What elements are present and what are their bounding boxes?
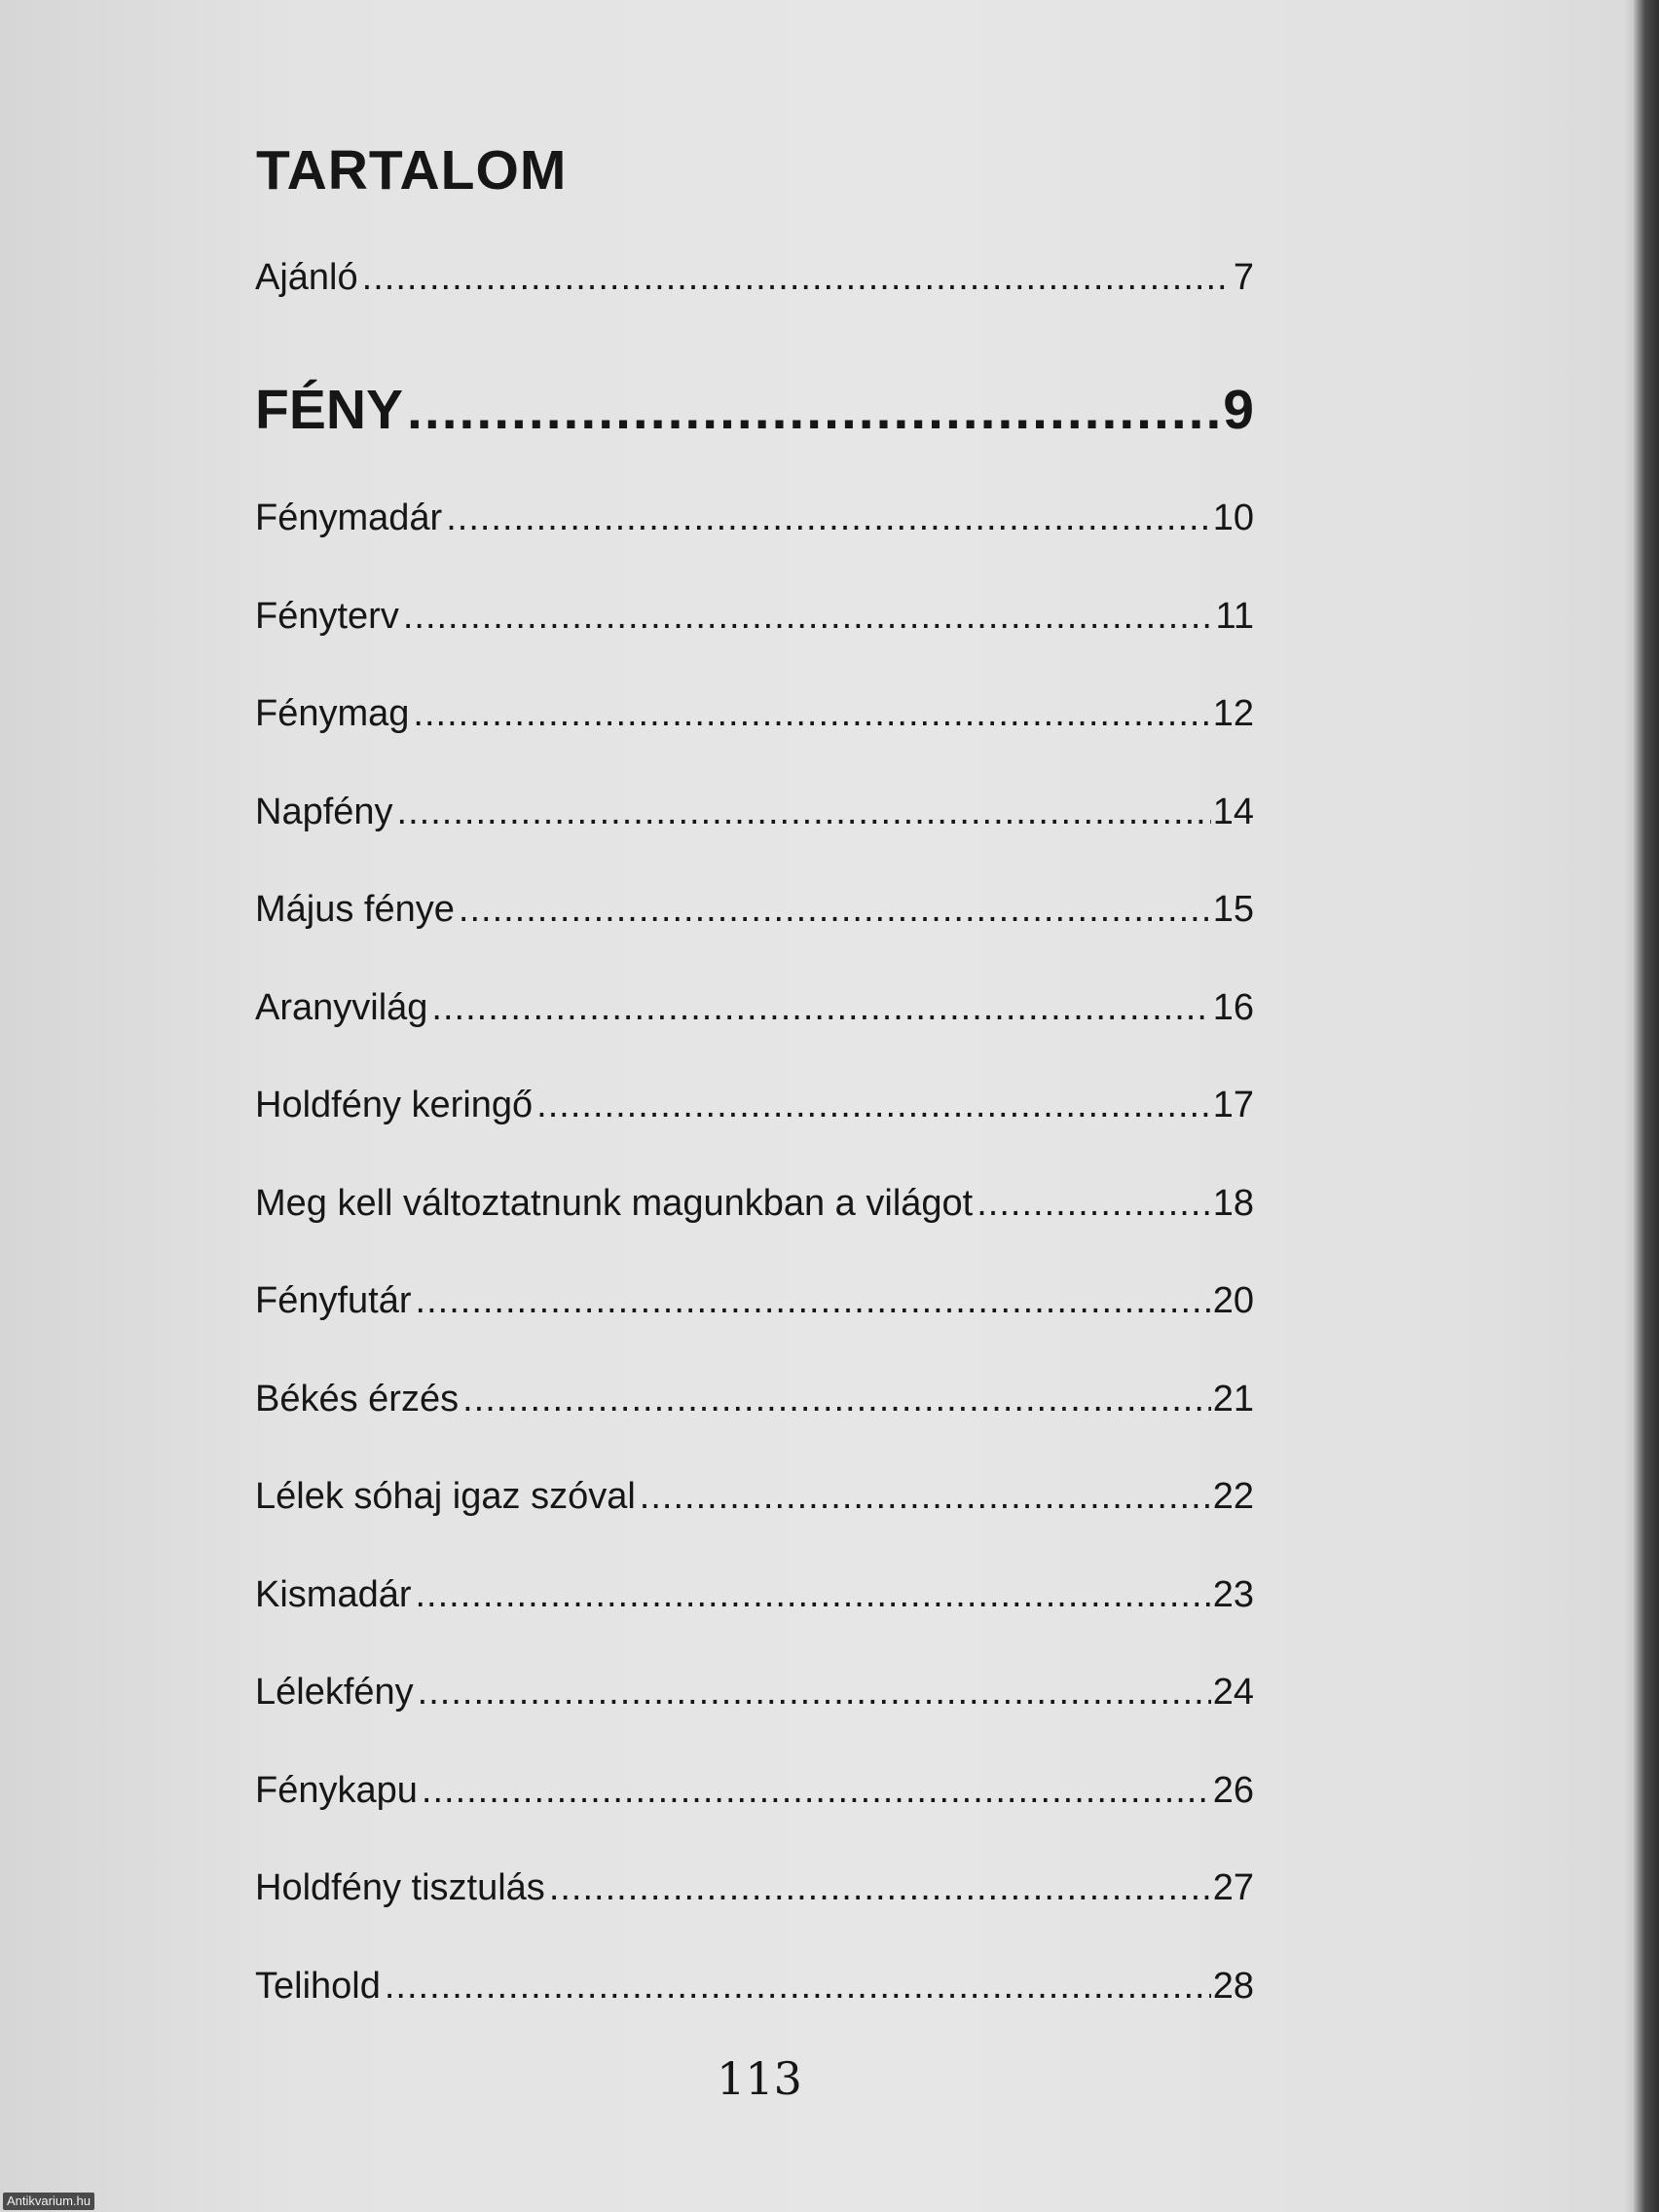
toc-leader-dots <box>536 1076 1211 1134</box>
toc-leader-dots <box>403 587 1214 645</box>
toc-entry-page: 22 <box>1212 1476 1254 1517</box>
toc-leader-dots <box>397 783 1211 841</box>
toc-entry-page: 18 <box>1212 1183 1254 1224</box>
toc-entry-title: Telihold <box>255 1966 381 2007</box>
toc-entry-page: 11 <box>1215 596 1254 637</box>
toc-section-heading <box>255 371 1254 449</box>
toc-entry-page: 20 <box>1212 1280 1254 1321</box>
toc-entry-title: Aranyvilág <box>255 987 428 1028</box>
toc-entry-title: Lélekfény <box>255 1672 414 1713</box>
toc-entry <box>255 1076 1254 1134</box>
toc-entry-title: Fénymadár <box>255 498 443 538</box>
toc-entry-title: Kismadár <box>255 1574 412 1615</box>
toc-entry <box>255 248 1254 307</box>
toc-section-title: FÉNY <box>255 379 404 441</box>
toc-entry <box>255 783 1254 841</box>
toc-entry-title: Fényfutár <box>255 1280 412 1321</box>
toc-entry-title: Napfény <box>255 792 393 832</box>
toc-entry-page: 24 <box>1212 1672 1254 1713</box>
toc-leader-dots <box>416 1566 1211 1624</box>
toc-entry-title: Lélek sóhaj igaz szóval <box>255 1476 636 1517</box>
toc-leader-dots <box>385 1957 1211 2015</box>
toc-leader-dots <box>416 1272 1211 1330</box>
toc-leader-dots <box>362 248 1232 307</box>
toc-entry-title: Fényterv <box>255 596 399 637</box>
toc-entry <box>255 1663 1254 1721</box>
toc-entry <box>255 1859 1254 1917</box>
toc-leader-dots <box>549 1859 1211 1917</box>
page-number: 113 <box>717 2052 802 2105</box>
toc-entry-page: 17 <box>1212 1085 1254 1125</box>
contents-heading: TARTALOM <box>256 139 568 202</box>
toc-entry-title: Fénykapu <box>255 1770 418 1811</box>
toc-entry-title: Ajánló <box>255 257 358 298</box>
toc-leader-dots <box>446 489 1211 547</box>
toc-entry-page: 21 <box>1212 1379 1254 1419</box>
toc-leader-dots <box>459 880 1211 939</box>
toc-entry <box>255 1370 1254 1428</box>
toc-entry-title: Fénymag <box>255 693 410 734</box>
toc-entry-page: 7 <box>1233 257 1254 298</box>
toc-leader-dots <box>977 1174 1211 1233</box>
page-edge-shade <box>1624 0 1634 2212</box>
toc-entry-page: 23 <box>1212 1574 1254 1615</box>
toc-entry <box>255 1467 1254 1526</box>
toc-entry <box>255 684 1254 743</box>
toc-entry-title: Holdfény tisztulás <box>255 1867 545 1908</box>
toc-leader-dots <box>462 1370 1211 1428</box>
toc-entry-page: 16 <box>1212 987 1254 1028</box>
toc-entry <box>255 1761 1254 1820</box>
toc-entry <box>255 978 1254 1037</box>
toc-entry-page: 27 <box>1212 1867 1254 1908</box>
book-spine-shadow <box>1634 0 1659 2212</box>
toc-leader-dots <box>422 1761 1211 1820</box>
toc-entry-page: 28 <box>1212 1966 1254 2007</box>
source-watermark: Antikvarium.hu <box>3 2193 94 2210</box>
toc-leader-dots <box>418 1663 1211 1721</box>
toc-entry-page: 12 <box>1212 693 1254 734</box>
toc-entry-title: Meg kell változtatnunk magunkban a világot <box>255 1183 974 1224</box>
toc-entry <box>255 1566 1254 1624</box>
toc-entry-page: 10 <box>1212 498 1254 538</box>
toc-leader-dots <box>413 684 1210 743</box>
toc-entry-page: 26 <box>1212 1770 1254 1811</box>
toc-entry-title: Május fénye <box>255 889 455 930</box>
toc-entry <box>255 587 1254 645</box>
toc-entry <box>255 1272 1254 1330</box>
toc-entry-page: 15 <box>1212 889 1254 930</box>
toc-entry-title: Békés érzés <box>255 1379 460 1419</box>
toc-section-page: 9 <box>1223 379 1254 441</box>
toc-leader-dots <box>431 978 1210 1037</box>
toc-entry <box>255 880 1254 939</box>
toc-entry <box>255 489 1254 547</box>
toc-entry-page: 14 <box>1212 792 1254 832</box>
toc-leader-dots <box>640 1467 1211 1526</box>
toc-entry <box>255 1174 1254 1233</box>
toc-entry-title: Holdfény keringő <box>255 1085 534 1125</box>
toc-entry <box>255 1957 1254 2015</box>
toc-leader-dots <box>407 371 1221 449</box>
